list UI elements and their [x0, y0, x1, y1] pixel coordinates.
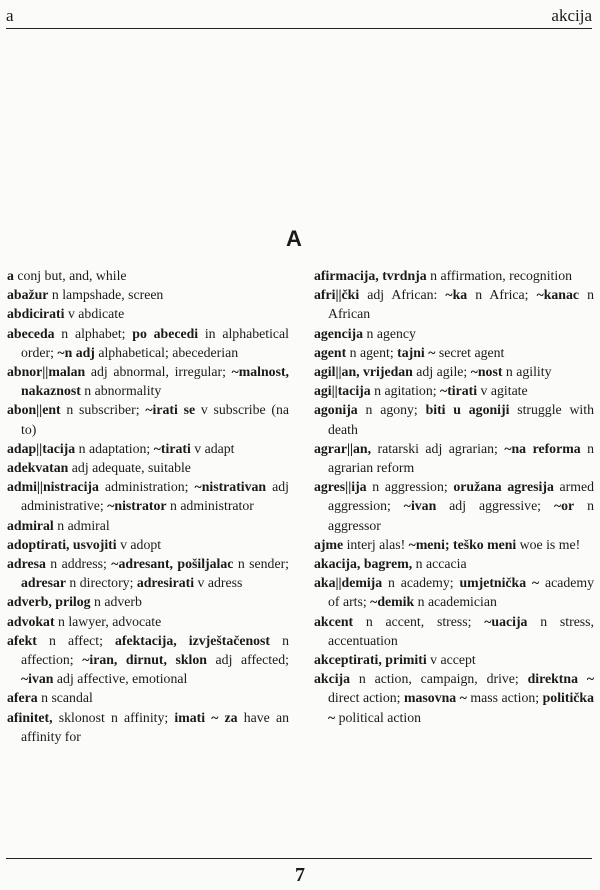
definition-text: v adopt [116, 536, 162, 552]
headword: ~or [553, 498, 575, 514]
headword: adap||tacija [7, 440, 76, 456]
dictionary-entry [314, 554, 594, 573]
definition-text: n lawyer, advocate [54, 613, 162, 629]
definition-text: n Africa; [467, 287, 537, 303]
definition-text: v abdicate [64, 306, 125, 322]
headword: abažur [7, 287, 49, 303]
headword: adverb, prilog [7, 594, 91, 610]
headword: po abecedi [132, 325, 199, 341]
headword: ~tirati [153, 440, 191, 456]
definition-text: n administrator [166, 498, 254, 514]
headword: ~na reforma [504, 440, 581, 456]
definition-text: sklonost n affinity; [52, 709, 175, 725]
definition-text: n scandal [37, 690, 93, 706]
definition-text: adj administrative; [21, 479, 289, 514]
headword: aka||demija [314, 575, 383, 591]
definition-text: n alphabet; [54, 325, 133, 341]
header-first-word: a [6, 6, 14, 25]
definition-text: n agency [363, 325, 416, 341]
headword: ~n adj [57, 344, 95, 360]
definition-text: n adverb [90, 594, 142, 610]
dictionary-entry [314, 612, 594, 650]
dictionary-entry [314, 266, 594, 285]
headword: agrar||an, [314, 440, 372, 456]
definition-text: ratarski adj agrarian; [371, 440, 505, 456]
headword: adresar [21, 575, 66, 591]
dictionary-entry [7, 285, 289, 304]
headword: advokat [7, 613, 55, 629]
dictionary-entry [314, 573, 594, 611]
definition-text: adj adequate, suitable [68, 460, 191, 476]
definition-text: n address; [45, 556, 112, 572]
definition-text: struggle with death [328, 402, 594, 437]
dictionary-entry [7, 400, 289, 438]
definition-text: n accacia [412, 556, 467, 572]
dictionary-entry [7, 554, 289, 592]
definition-text: adj abnormal, irregular; [85, 364, 232, 380]
headword: oružana agresija [453, 479, 554, 495]
definition-text: n accent, stress; [353, 613, 485, 629]
dictionary-entry [314, 343, 594, 362]
dictionary-entry [314, 400, 594, 438]
headword: ~meni; teško meni [408, 536, 517, 552]
definition-text: n sender; [233, 556, 289, 572]
definition-text: adj affected; [206, 652, 289, 668]
definition-text: n aggression; [366, 479, 454, 495]
footer-rule [6, 858, 592, 859]
headword: ~nistrator [107, 498, 167, 514]
headword: agencija [314, 325, 364, 341]
dictionary-entry [314, 362, 594, 381]
headword: admiral [7, 517, 54, 533]
definition-text: interj alas! [343, 536, 409, 552]
definition-text: adj African: [359, 287, 446, 303]
headword: ~ka [445, 287, 468, 303]
left-column [7, 266, 289, 746]
running-header [6, 2, 592, 29]
dictionary-entry [7, 266, 289, 285]
headword: afinitet, [7, 709, 53, 725]
headword: ~nost [470, 364, 503, 380]
headword: akceptirati, primiti [314, 652, 427, 668]
headword: umjetnička ~ [459, 575, 540, 591]
headword: adekvatan [7, 460, 69, 476]
headword: abdicirati [7, 306, 65, 322]
definition-text: n stress, accentuation [328, 613, 594, 648]
definition-text: n aggressor [328, 498, 594, 533]
headword: ~tirati [440, 383, 478, 399]
headword: tajni ~ [397, 344, 436, 360]
headword: akcent [314, 613, 354, 629]
section-letter: A [286, 226, 302, 251]
definition-text: n affection; [21, 632, 289, 668]
definition-text: in alphabetical order; [21, 325, 289, 360]
headword: biti u agoniji [425, 402, 510, 418]
definition-text: n directory; [65, 575, 137, 591]
definition-text: n action, campaign, drive; [350, 671, 528, 687]
definition-text: n agent; [346, 344, 398, 360]
dictionary-entry [7, 592, 289, 611]
headword: afirmacija, tvrdnja [314, 268, 427, 283]
headword: abnor||malan [7, 364, 86, 380]
headword: adresa [7, 556, 46, 572]
headword: akacija, bagrem, [314, 556, 413, 572]
definition-text: adj agile; [412, 364, 471, 380]
definition-text: adj affective, emotional [53, 671, 188, 687]
definition-text: n subscriber; [60, 402, 146, 418]
headword: ~malnost, nakaznost [21, 364, 289, 399]
headword: imati ~ za [174, 709, 238, 725]
definition-text: n lampshade, screen [48, 287, 164, 303]
headword: afektacija, izvještačenost [115, 632, 270, 648]
definition-text: n agony; [357, 402, 426, 418]
headword: politička ~ [328, 690, 594, 725]
headword: ~demik [370, 594, 415, 610]
right-column [314, 266, 594, 727]
definition-text: n agility [502, 364, 552, 380]
dictionary-entry [7, 362, 289, 400]
headword: abon||ent [7, 402, 61, 418]
definition-text: mass action; [466, 690, 543, 706]
definition-text: armed aggression; [328, 479, 594, 514]
dictionary-entry [7, 535, 289, 554]
definition-text: n adaptation; [75, 440, 154, 456]
dictionary-entry [314, 381, 594, 400]
headword: adoptirati, usvojiti [7, 536, 117, 552]
definition-text: n abnormality [80, 383, 162, 399]
dictionary-entry [7, 688, 289, 707]
headword: agi||tacija [314, 383, 371, 399]
headword: ~irati se [145, 402, 196, 418]
headword: agonija [314, 402, 358, 418]
headword: ~kanac [536, 287, 580, 303]
headword: agent [314, 344, 347, 360]
headword: ~iran, dirnut, sklon [82, 652, 207, 668]
definition-text: academy of arts; [328, 575, 594, 610]
definition-text: have an affinity for [21, 709, 290, 744]
headword: ~adresant, pošiljalac [111, 556, 234, 572]
definition-text: n admiral [53, 517, 110, 533]
definition-text: political action [335, 709, 422, 725]
definition-text: n affirmation, recognition [426, 268, 572, 283]
headword: ajme [314, 536, 344, 552]
dictionary-entry [314, 669, 594, 727]
dictionary-entry [314, 650, 594, 669]
headword: afekt [7, 632, 37, 648]
definition-text: n agitation; [370, 383, 441, 399]
definition-text: woe is me! [516, 536, 581, 552]
definition-text: direct action; [328, 690, 405, 706]
dictionary-entry [314, 324, 594, 343]
definition-text: secret agent [435, 344, 505, 360]
dictionary-entry [7, 324, 289, 362]
dictionary-entry [314, 285, 594, 323]
definition-text: conj but, and, while [13, 268, 127, 283]
header-last-word: akcija [551, 6, 592, 25]
definition-text: adj aggressive; [436, 498, 554, 514]
definition-text: n academy; [382, 575, 460, 591]
headword: adresirati [136, 575, 195, 591]
definition-text: v accept [426, 652, 476, 668]
dictionary-entry [314, 477, 594, 535]
dictionary-entry [7, 612, 289, 631]
headword: agil||an, vrijedan [314, 364, 413, 380]
headword: ~nistrativan [194, 479, 267, 495]
definition-text: v adapt [190, 440, 235, 456]
dictionary-entry [7, 458, 289, 477]
headword: ~ivan [21, 671, 54, 687]
headword: ~ivan [403, 498, 437, 514]
dictionary-entry [7, 631, 289, 689]
dictionary-entry [7, 304, 289, 323]
definition-text: v subscribe (na to) [21, 402, 289, 437]
headword: ~uacija [484, 613, 528, 629]
definition-text: n academician [414, 594, 497, 610]
page-number: 7 [295, 864, 305, 886]
dictionary-entry [7, 477, 289, 515]
headword: afera [7, 690, 38, 706]
dictionary-entry [7, 708, 289, 746]
definition-text: alphabetical; abecederian [94, 344, 239, 360]
definition-text: v adress [194, 575, 243, 591]
definition-text: v agitate [477, 383, 528, 399]
headword: masovna ~ [404, 690, 467, 706]
headword: direktna ~ [527, 671, 594, 687]
dictionary-entry [7, 516, 289, 535]
dictionary-entry [314, 439, 594, 477]
headword: admi||nistracija [7, 479, 99, 495]
definition-text: n African [328, 287, 594, 322]
headword: afri||čki [314, 287, 360, 303]
dictionary-entry [314, 535, 594, 554]
headword: abeceda [7, 325, 55, 341]
definition-text: n affect; [36, 632, 116, 648]
definition-text: administration; [98, 479, 195, 495]
definition-text: n agrarian reform [328, 440, 594, 476]
dictionary-entry [7, 439, 289, 458]
headword: a [7, 268, 14, 283]
headword: akcija [314, 671, 351, 687]
headword: agres||ija [314, 479, 367, 495]
